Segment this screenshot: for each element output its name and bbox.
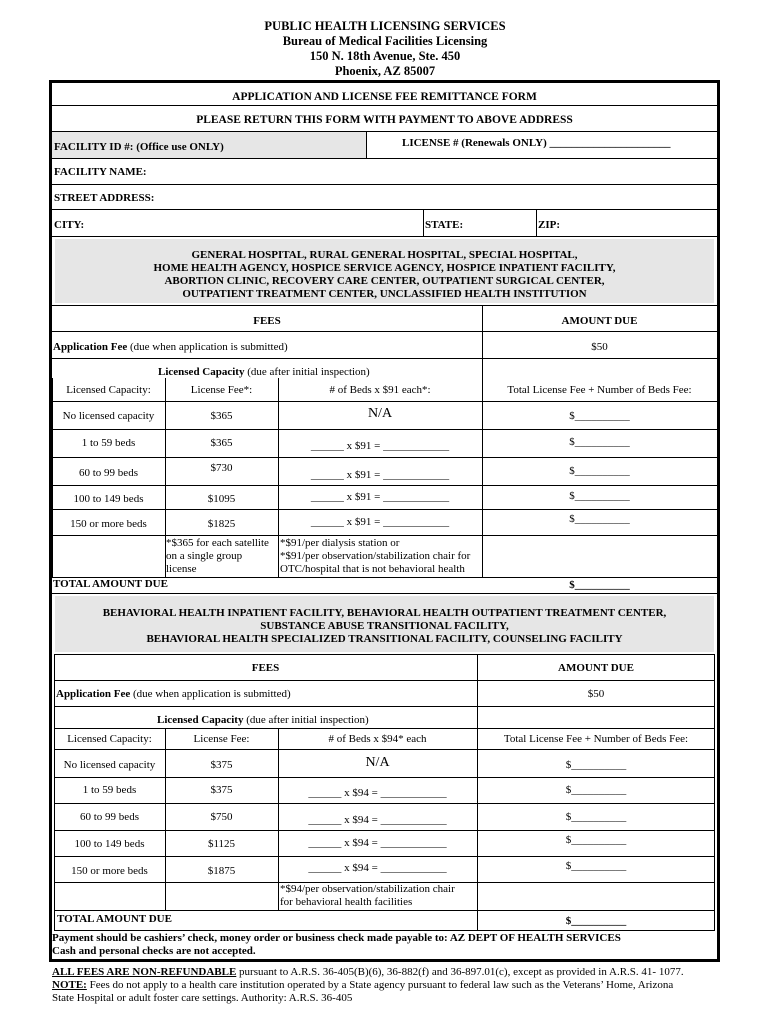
section1-row-capacity: 1 to 59 beds xyxy=(81,437,136,449)
section1-beds-note: OTC/hospital that is not behavioral health xyxy=(280,563,465,575)
section2-col-total: Total License Fee + Number of Beds Fee: xyxy=(503,733,689,745)
section2-fees-header: FEES xyxy=(251,662,280,674)
section2-row-total[interactable]: $__________ xyxy=(565,834,627,846)
section1-fee-note: license xyxy=(166,563,197,575)
section1-col-fee: License Fee*: xyxy=(190,384,253,396)
license-number-field[interactable]: LICENSE # (Renewals ONLY) ______________________ xyxy=(402,137,671,149)
section1-row-capacity: 100 to 149 beds xyxy=(73,493,144,505)
section1-row-total[interactable]: $__________ xyxy=(569,490,630,502)
section2-total-label: TOTAL AMOUNT DUE xyxy=(57,913,172,925)
section2-row-capacity: 150 or more beds xyxy=(71,865,148,877)
section1-application-fee-amount: $50 xyxy=(591,341,608,353)
section2-row-beds[interactable]: ______ x $94 = ____________ xyxy=(308,787,447,799)
section2-row-fee: $375 xyxy=(210,784,233,796)
address-city: Phoenix, AZ 85007 xyxy=(334,64,436,78)
section1-beds-note: *$91/per dialysis station or xyxy=(280,537,400,549)
section2-amount-header: AMOUNT DUE xyxy=(558,662,634,674)
return-instruction: PLEASE RETURN THIS FORM WITH PAYMENT TO ABOVE ADDRESS xyxy=(196,114,573,126)
section1-row-fee: $365 xyxy=(210,437,233,449)
section1-col-capacity: Licensed Capacity: xyxy=(66,384,151,396)
section1-type-line: ABORTION CLINIC, RECOVERY CARE CENTER, OUTPATIENT SURGICAL CENTER, xyxy=(164,275,605,287)
section1-row-fee: $1095 xyxy=(207,493,236,505)
section1-total-label: TOTAL AMOUNT DUE xyxy=(53,578,168,590)
authority-note: State Hospital or adult foster care settings. Authority: A.R.S. 36-405 xyxy=(52,992,353,1004)
section2-row-total[interactable]: $__________ xyxy=(565,759,627,771)
street-address-field[interactable]: STREET ADDRESS: xyxy=(54,192,155,204)
section2-row-fee: $1125 xyxy=(207,838,236,850)
section1-row-capacity: 60 to 99 beds xyxy=(79,467,138,479)
section2-row-capacity: 100 to 149 beds xyxy=(74,838,145,850)
section1-row-capacity: No licensed capacity xyxy=(62,410,155,422)
agency-name: PUBLIC HEALTH LICENSING SERVICES xyxy=(264,19,506,33)
facility-name-field[interactable]: FACILITY NAME: xyxy=(54,166,147,178)
section2-row-fee: $1875 xyxy=(207,865,236,877)
section1-row-total[interactable]: $__________ xyxy=(569,465,630,477)
section1-row-beds[interactable]: ______ x $91 = ____________ xyxy=(310,491,450,503)
section1-licensed-capacity: Licensed Capacity (due after initial inspection) xyxy=(158,366,370,378)
section1-fee-note: *$365 for each satellite xyxy=(166,537,269,549)
section2-application-fee-amount: $50 xyxy=(587,688,605,700)
section2-application-fee: Application Fee (due when application is submitted) xyxy=(56,688,291,700)
section1-type-line: HOME HEALTH AGENCY, HOSPICE SERVICE AGENCY, HOSPICE INPATIENT FACILITY, xyxy=(153,262,616,274)
section1-row-total[interactable]: $__________ xyxy=(569,513,630,525)
section1-row-beds[interactable]: ______ x $91 = ____________ xyxy=(310,469,450,481)
section1-row-total[interactable]: $__________ xyxy=(569,410,630,422)
section2-row-total[interactable]: $__________ xyxy=(565,860,627,872)
section1-row-capacity: 150 or more beds xyxy=(70,518,147,530)
section1-type-line: OUTPATIENT TREATMENT CENTER, UNCLASSIFIED HEALTH INSTITUTION xyxy=(182,288,587,300)
fee-exemption-note: NOTE: Fees do not apply to a health care institution operated by a State agency pursuant to federal law such as the Veterans’ Home, Arizona xyxy=(52,979,674,991)
section1-row-fee: $1825 xyxy=(207,518,236,530)
section2-row-beds[interactable]: ______ x $94 = ____________ xyxy=(308,814,447,826)
state-field[interactable]: STATE: xyxy=(425,219,464,231)
form-title: APPLICATION AND LICENSE FEE REMITTANCE FORM xyxy=(232,91,537,103)
section2-row-fee: $750 xyxy=(210,811,233,823)
section2-row-total[interactable]: $__________ xyxy=(565,784,627,796)
section1-row-beds: N/A xyxy=(367,406,393,421)
section1-col-total: Total License Fee + Number of Beds Fee: xyxy=(507,384,692,396)
bureau-name: Bureau of Medical Facilities Licensing xyxy=(282,34,488,48)
address-street: 150 N. 18th Avenue, Ste. 450 xyxy=(309,49,461,63)
section2-row-capacity: No licensed capacity xyxy=(63,759,156,771)
section1-beds-note: *$91/per observation/stabilization chair for xyxy=(280,550,471,562)
nonrefundable-notice: ALL FEES ARE NON-REFUNDABLE pursuant to A.R.S. 36-405(B)(6), 36-882(f) and 36-897.01(c), except as provided in A.R.S. 41- 1077. xyxy=(52,966,684,978)
section2-col-capacity: Licensed Capacity: xyxy=(67,733,152,745)
section2-row-total[interactable]: $__________ xyxy=(565,811,627,823)
section1-col-beds: # of Beds x $91 each*: xyxy=(329,384,431,396)
section2-beds-note: for behavioral health facilities xyxy=(280,896,413,908)
section2-row-fee: $375 xyxy=(210,759,233,771)
section1-amount-header: AMOUNT DUE xyxy=(561,315,638,327)
section2-row-capacity: 1 to 59 beds xyxy=(82,784,137,796)
city-field[interactable]: CITY: xyxy=(54,219,85,231)
payment-instruction: Payment should be cashiers’ check, money order or business check made payable to: AZ DEPT OF HEALTH SERVICES xyxy=(52,932,621,944)
section1-fee-note: on a single group xyxy=(166,550,243,562)
section1-type-line: GENERAL HOSPITAL, RURAL GENERAL HOSPITAL, SPECIAL HOSPITAL, xyxy=(191,249,578,261)
section1-row-total[interactable]: $__________ xyxy=(569,436,630,448)
section1-row-beds[interactable]: ______ x $91 = ____________ xyxy=(310,440,450,452)
section1-row-fee: $730 xyxy=(210,462,233,474)
section2-type-line: SUBSTANCE ABUSE TRANSITIONAL FACILITY, xyxy=(260,620,509,632)
section2-type-line: BEHAVIORAL HEALTH SPECIALIZED TRANSITIONAL FACILITY, COUNSELING FACILITY xyxy=(146,633,623,645)
section1-row-fee: $365 xyxy=(210,410,233,422)
section2-row-beds: N/A xyxy=(365,755,390,770)
section2-total-value[interactable]: $__________ xyxy=(565,915,627,927)
section2-col-beds: # of Beds x $94* each xyxy=(328,733,427,745)
section2-row-beds[interactable]: ______ x $94 = ____________ xyxy=(308,837,447,849)
zip-field[interactable]: ZIP: xyxy=(538,219,560,231)
facility-id-label: FACILITY ID #: (Office use ONLY) xyxy=(54,141,224,153)
payment-restriction: Cash and personal checks are not accepted. xyxy=(52,945,256,957)
section2-type-line: BEHAVIORAL HEALTH INPATIENT FACILITY, BEHAVIORAL HEALTH OUTPATIENT TREATMENT CENTER, xyxy=(102,607,667,619)
section1-row-beds[interactable]: ______ x $91 = ____________ xyxy=(310,516,450,528)
section2-row-capacity: 60 to 99 beds xyxy=(80,811,139,823)
section1-total-value[interactable]: $__________ xyxy=(569,579,630,591)
section2-row-beds[interactable]: ______ x $94 = ____________ xyxy=(308,862,447,874)
section1-application-fee: Application Fee (due when application is submitted) xyxy=(53,341,288,353)
section1-fees-header: FEES xyxy=(253,315,281,327)
section2-beds-note: *$94/per observation/stabilization chair xyxy=(280,883,455,895)
section2-licensed-capacity: Licensed Capacity (due after initial inspection) xyxy=(157,714,369,726)
section2-col-fee: License Fee: xyxy=(193,733,250,745)
